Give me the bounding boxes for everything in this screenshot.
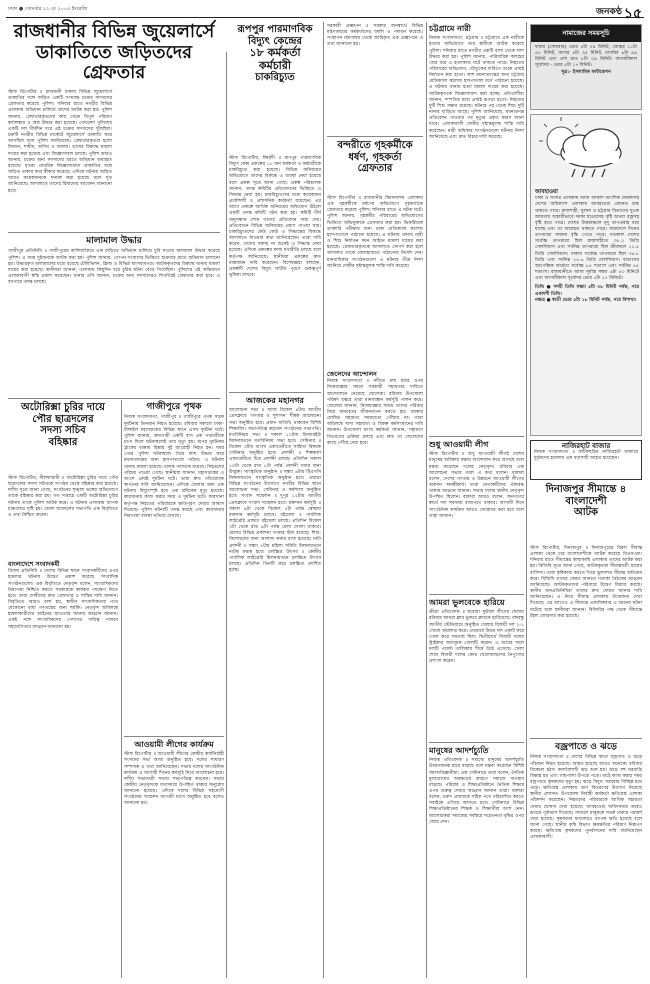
songbad-story (8, 560, 118, 978)
namaz-body: ফজর (সোমবার) ভোর ৪টা ০৯ মিনিট, জোহর ১১টা ৫৮ মিনিট, আসর ৪টা ৩৫ মিনিট, মাগরিব ৬টা ৪৯ মিনিট এবং এশা রাত ৮টা ০৯ মিনিট। আগামীকাল সূর্যোদয় - ভোর ৫টা ১৭ মিনিট। (535, 45, 639, 69)
lead-story-col-2 (116, 90, 220, 230)
weather-body: ঢাকা ও সংলগ্ন এলাকায় আজ আকাশ আংশিক মেঘলাসহ দেশের অধিকাংশ এলাকায় আবহাওয়া প্রধানত শুষ্ক থাকতে পারে। রাজশাহী, খুলনা ও চট্টগ্রাম বিভাগের দুএক জায়গায় অস্থায়ীভাবে দমকা হাওয়াসহ বৃষ্টি অথবা বজ্রসহ বৃষ্টি হতে পারে। দেশের উত্তরাঞ্চলে মৃদু তাপপ্রবাহ বয়ে যাচ্ছে এবং তা অব্যাহত থাকতে পারে। সারাদেশে দিনের তাপমাত্রা সামান্য বৃদ্ধি পেতে পারে। গতকাল দেশের সর্বোচ্চ তাপমাত্রা ছিল রাজশাহীতে ৩৮.২ ডিগ্রি সেলসিয়াস এবং সর্বনিম্ন তাপমাত্রা ছিল শ্রীমঙ্গলে ২১.৫ ডিগ্রি সেলসিয়াস। ঢাকায় সর্বোচ্চ তাপমাত্রা ছিল ৩৪.৮ ডিগ্রি এবং সর্বনিম্ন ২৫.৬ ডিগ্রি সেলসিয়াস। বাতাসের আপেক্ষিক আর্দ্রতা সর্বোচ্চ ৮৫ শতাংশ এবং সর্বনিম্ন ৪৫ শতাংশ। রাজধানীতে আজ সূর্যাস্ত সন্ধ্যা ৬টা ৪৩ মিনিটে এবং আগামীকাল সূর্যোদয় ভোর ৫টা ১৭ মিনিটে। (535, 196, 641, 282)
bandarban-body: স্টাফ রিপোর্টার ॥ রাজধানীর বিমানবন্দর এলাকায় এক গৃহকর্মীকে ধর্ষণের অভিযোগে গৃহকর্তাকে গ্রেফতার করেছে পুলিশ। শনিবার রাতে এ ঘটনা ঘটে। পুলিশ জানায়, গৃহকর্মীর পরিবারের অভিযোগের ভিত্তিতে অভিযুক্তকে গ্রেফতার করা হয়। ভিকটিমকে ডাক্তারি পরীক্ষার জন্য ঢাকা মেডিক্যাল কলেজ হাসপাতালে পাঠানো হয়েছে। এ ঘটনায় থানায় নারী ও শিশু নির্যাতন দমন আইনে মামলা দায়ের করা হয়েছে। গ্রেফতারকৃতকে আদালতে সোপর্দ করা হলে আদালত তাকে জেলহাজতে পাঠানোর নির্দেশ দেন। মানবাধিকার সংগঠনগুলো এ ঘটনার তীব্র নিন্দা জানিয়ে দোষীর দৃষ্টান্তমূলক শাস্তি দাবি করেছে। (327, 196, 425, 269)
dinajpur-headline-2: বাংলাদেশী (565, 495, 607, 507)
awami-body: স্টাফ রিপোর্টার ॥ আওয়ামী লীগের কেন্দ্রীয় কার্যনির্বাহী সংসদের সভা আজ অনুষ্ঠিত হবে। দলের সাধারণ সম্পাদক এ তথ্য জানিয়েছেন। সভায় দলের সাংগঠনিক কার্যক্রম ও আগামী দিনের কর্মসূচি নিয়ে আলোচনা হবে। দলীয় সভানেত্রী সভায় সভাপতিত্ব করবেন। সভায় কেন্দ্রীয় নেতৃবৃন্দকে যথাসময়ে উপস্থিত থাকার অনুরোধ জানানো হয়েছে। এদিকে দলের বিভিন্ন সহযোগী সংগঠনের সম্মেলন আগামী মাসে অনুষ্ঠিত হবে বলেও জানানো হয়। (124, 752, 226, 807)
dinajpur-headline-3: আটক (573, 507, 599, 518)
manusher-headline: মানুষের আদর্শচ্যুতি (429, 745, 489, 755)
manusher-body: নিজস্ব প্রতিবেদক ॥ সমাজে মানুষের আদর্শচ্যুতি উদ্বেগজনক হারে বাড়ছে বলে মন্তব্য করেছেন বিশিষ্ট সমাজবিজ্ঞানীরা। এক সেমিনারে তারা বলেন, নৈতিক মূল্যবোধের অবক্ষয়ের কারণে সমাজে অপরাধ বাড়ছে। পরিবার ও শিক্ষাপ্রতিষ্ঠানে নৈতিক শিক্ষার ওপর গুরুত্ব দেয়ার আহ্বান জানান তারা। বক্তারা বলেন, তরুণ প্রজন্মকে সঠিক পথে পরিচালিত করতে সবাইকে এগিয়ে আসতে হবে। সেমিনারে বিভিন্ন শিক্ষাপ্রতিষ্ঠানের শিক্ষক ও শিক্ষার্থীরা অংশ নেন। আলোচকরা সমাজের সর্বস্তরে সচেতনতা বৃদ্ধির ওপর জোর দেন। (429, 758, 526, 825)
amra-story (429, 598, 524, 738)
masthead (6, 4, 644, 22)
lead-headline-line-1: রাজধানীর বিভিন্ন জুয়েলার্সে (13, 21, 215, 42)
amra-body: ক্রীড়া প্রতিবেদক ॥ ঘরোয়া ফুটবল লীগের খেলায় রবিবার আমরা ক্লাব ভুলবে ক্লাবকে হারিয়েছে। বঙ্গবন্ধু জাতীয় স্টেডিয়ামে অনুষ্ঠিত খেলায় বিজয়ী দল ২-১ গোলে জয়লাভ করে। প্রথমার্ধে উভয় দল একটি করে গোল করে সমতায় ছিল। দ্বিতীয়ার্ধে বিজয়ী দলের স্ট্রাইকার জয়সূচক গোলটি করেন। এ জয়ের ফলে দলটি পয়েন্ট তালিকায় শীর্ষে উঠে এসেছে। খেলা শেষে বিজয়ী দলের কোচ খেলোয়াড়দের নৈপুণ্যের প্রশংসা করেন। (429, 610, 526, 665)
bandarban-headline-1: বন্দরীতে গৃহকর্মীকে (337, 140, 413, 151)
rupnagar-headline-3: ১৮ কর্মকর্তা (249, 46, 301, 59)
songbad-body: বিশেষ প্রতিনিধি ॥ দেশের বিভিন্ন স্থানে সংবাদকর্মীদের ওপর হামলার ঘটনায় উদ্বেগ প্রকাশ করেছে সাংবাদিক সংগঠনগুলো। এক বিবৃতিতে নেতৃবৃন্দ বলেন, সাংবাদিকদের নিরাপত্তা নিশ্চিত করতে সরকারকে কার্যকর পদক্ষেপ নিতে হবে। তারা দোষীদের দ্রুত গ্রেফতার ও শাস্তির দাবি জানান। বিবৃতিতে আরও বলা হয়, স্বাধীন সাংবাদিকতার পথে যেকোনো বাধা গণতন্ত্রের জন্য হুমকি। নেতৃবৃন্দ অবিলম্বে হামলাকারীদের আইনের আওতায় আনার আহ্বান জানান। একই সঙ্গে সাংবাদিকদের পেশাগত দায়িত্ব পালনে সহযোগিতার আহ্বান জানানো হয়। (8, 569, 120, 630)
lead-headline-block (8, 22, 220, 86)
dinajpur-body: স্টাফ রিপোর্টার, দিনাজপুর ॥ দিনাজপুরের বিরল সীমান্ত এলাকা থেকে চার বাংলাদেশীকে আটক করেছে বিএসএফ। শনিবার রাতে সীমান্তের কাছাকাছি এলাকায় তাদের আটক করা হয়। বিজিবি সূত্রে জানা গেছে, আটককৃতরা সীমান্তবর্তী গ্রামের বাসিন্দা। তারা কৃষিকাজ করতে গিয়ে ভুলবশত সীমান্ত অতিক্রম করে। বিজিবি তাদের ফেরত আনতে পতাকা বৈঠকের আহ্বান জানিয়েছে। আটককৃতদের পরিবারে উদ্বেগ বিরাজ করছে। স্থানীয় জনপ্রতিনিধিরা তাদের দ্রুত ফেরত আনার দাবি জানিয়েছেন। এ নিয়ে সীমান্ত এলাকায় উত্তেজনা দেখা দিয়েছে। এর আগেও এ সীমান্তে একাধিকবার এ ধরনের ঘটনা ঘটেছে বলে স্থানীয়রা জানান। বিজিবির পক্ষ থেকে সীমান্তে টহল জোরদার করা হয়েছে। (530, 546, 644, 619)
namaz-title: নামাজের সময়সূচি (531, 25, 641, 42)
malamal-headline: মালামাল উদ্ধার (86, 236, 142, 246)
nazirhat-body: নিজস্ব সংবাদদাতা ॥ ফটিকছড়ির নাজিরহাট বাজারে দুর্বৃত্তদের হামলায় এক ব্যবসায়ী আহত হয়েছেন। (534, 450, 640, 462)
ajker-body: আলোচনা সভা ॥ আজ বিকেল ৪টায় জাতীয় প্রেসক্লাবে 'গণতন্ত্র ও সুশাসন' শীর্ষক আলোচনা সভা অনুষ্ঠিত হবে। প্রধান অতিথি থাকবেন বিশিষ্ট শিক্ষাবিদ। সভাপতিত্ব করবেন সংগঠনের সভাপতি। মতবিনিময় সভা ॥ সকাল ১০টায় ডিআরইউ মিলনায়তনে মতবিনিময় সভা হবে। সেমিনার ॥ বিকেল ৩টায় বাংলা একাডেমীতে সাহিত্য বিষয়ক সেমিনার অনুষ্ঠিত হবে। প্রদর্শনী ॥ শিল্পকলা একাডেমীতে চিত্র প্রদর্শনী চলছে। প্রতিদিন সকাল ১০টা থেকে রাত ৮টা পর্যন্ত প্রদর্শনী সবার জন্য উন্মুক্ত। সাংস্কৃতিক অনুষ্ঠান ॥ সন্ধ্যা ৬টায় টিএসসি মিলনায়তনে সাংস্কৃতিক অনুষ্ঠান হবে। এছাড়া বিভিন্ন সংগঠনের উদ্যোগে নগরীর বিভিন্ন স্থানে আলোচনা সভা, সেমিনার ও কর্মশালা অনুষ্ঠিত হবে। সংবাদ সম্মেলন ॥ দুপুর ১২টায় জাতীয় প্রেসক্লাবে সংবাদ সম্মেলন হবে। রক্তদান কর্মসূচি ॥ সকাল ৯টা থেকে বিকেল ৫টা পর্যন্ত স্বেচ্ছায় রক্তদান কর্মসূচি চলবে। বইমেলা ॥ পাবলিক লাইব্রেরি প্রাঙ্গণে বইমেলা চলছে। প্রতিদিন বিকেল ৩টা থেকে রাত ৯টা পর্যন্ত মেলা খোলা থাকবে। মেলায় বিভিন্ন প্রকাশনা সংস্থার স্টল রয়েছে। শিশু-কিশোরদের জন্য আলাদা কর্নার রাখা হয়েছে। নাট্য প্রদর্শনী ॥ সন্ধ্যা ৭টায় মহিলা সমিতি মিলনায়তনে নাটক মঞ্চস্থ হবে। চলচ্চিত্র উৎসব ॥ কেন্দ্রীয় পাবলিক লাইব্রেরি মিলনায়তনে চলচ্চিত্র উৎসব চলছে। প্রতিদিন তিনটি করে চলচ্চিত্র প্রদর্শিত হচ্ছে। (229, 408, 323, 574)
rupnagar-body: স্টাফ রিপোর্টার, ঈশ্বরদী ॥ রূপপুর পারমাণবিক বিদ্যুৎ কেন্দ্র প্রকল্পের ১৮ জন কর্মকর্তা ও কর্মচারীকে চাকরিচ্যুত করা হয়েছে। বিভিন্ন অনিয়মের অভিযোগে তাদের বিরুদ্ধে এ ব্যবস্থা নেয়া হয়েছে বলে প্রকল্প সূত্রে জানা গেছে। প্রকল্প পরিচালক জানান, তদন্ত কমিটির প্রতিবেদনের ভিত্তিতে এ সিদ্ধান্ত নেয়া হয়। চাকরিচ্যুতদের মধ্যে কয়েকজন প্রকৌশলী ও প্রশাসনিক কর্মকর্তা রয়েছেন। এর আগে প্রকল্পে আর্থিক অনিয়মের অভিযোগ উঠলে একটি তদন্ত কমিটি গঠন করা হয়। কমিটি দীর্ঘ অনুসন্ধান শেষে তাদের প্রতিবেদন জমা দেয়। প্রতিবেদনে বিভিন্ন অনিয়মের প্রমাণ পাওয়া যায়। চাকরিচ্যুতদের কেউ কেউ এ সিদ্ধান্তের বিরুদ্ধে আদালতে যাওয়ার কথা জানিয়েছেন। তারা দাবি করেন, তাদের বক্তব্য না শুনেই এ সিদ্ধান্ত নেয়া হয়েছে। এদিকে প্রকল্পের কাজ যথারীতি চলছে বলে কর্তৃপক্ষ জানিয়েছে। স্থানীয়রা প্রকল্পের দ্রুত বাস্তবায়ন দাবি করেছেন। বিশেষজ্ঞরা বলছেন, প্রকল্পটি দেশের বিদ্যুৎ ঘাটতি পূরণে গুরুত্বপূর্ণ ভূমিকা রাখবে। (229, 156, 323, 278)
namaz-source: সূত্র:- ইসলামিক ফাউন্ডেশন (561, 69, 611, 75)
lead-headline-line-3: গ্রেফতার (82, 62, 146, 84)
issue-date: ঢাকা ● সোমবার ১২ মে ২০০৩ ইংরেজি (8, 6, 88, 12)
weather-box (530, 114, 642, 436)
page-number: ১৫ (623, 6, 642, 22)
songbad-headline: বাংলাদেশে সংবাদকর্মী (8, 561, 60, 568)
rupnagar-headline-5: চাকরিচ্যুত (255, 72, 295, 84)
shudhu-story (429, 440, 524, 590)
nazirhat-box (530, 440, 642, 480)
weather-tithi: তিথি ● দশমী তিথি সন্ধ্যা ৫টা ৩৮ মিনিট পর্যন্ত, পরে একাদশী তিথি। (535, 285, 641, 297)
bajrapat-headline: বজ্রপাতে ও ঝড়ে (555, 742, 617, 752)
column-3-top-text: সরকারী প্রজ্ঞাপন ॥ সরকার জনস্বার্থে বিভিন্ন মন্ত্রণালয়ের কর্মকর্তাদের বদলি ও পদায়ন করেছে। সংস্থাপন মন্ত্রণালয় থেকে জারিকৃত এক প্রজ্ঞাপনে এ তথ্য জানানো হয়। (327, 24, 425, 48)
rupnagar-headline-4: কর্মচারী (258, 58, 292, 72)
autorickshaw-headline-1: অটোরিক্সা চুরির দায়ে (21, 402, 105, 413)
lead-story-col-1: স্টাফ রিপোর্টার ॥ রাজধানী ঢাকায় বিভিন্ন জুয়েলার্সে ডাকাতির সঙ্গে জড়িত একটি সংঘবদ্ধ চক্রের সদস্যদের গ্রেফতার করেছে পুলিশ। শনিবার রাতে নগরীর বিভিন্ন এলাকায় অভিযান চালিয়ে তাদের আটক করা হয়। পুলিশ জানায়, গ্রেফতারকৃতদের কাছ থেকে বিপুল পরিমাণ স্বর্ণালঙ্কার ও অস্ত্র উদ্ধার করা হয়েছে। গোয়েন্দা পুলিশের একটি দল দীর্ঘদিন ধরে এই চক্রের সদস্যদের খুঁজছিল। চক্রটি নগরীর বিভিন্ন মার্কেটে জুয়েলার্সে ডাকাতি করে আসছিল বলে পুলিশ জানিয়েছে। গ্রেফতারকৃতরা হলো মিজান, শামীম, জসিম ও আলম। তাদের বিরুদ্ধে মামলা দায়ের করা হয়েছে এবং জিজ্ঞাসাবাদ চলছে। পুলিশ আরও জানায়, চক্রের অন্য সদস্যদের ধরতে অভিযান অব্যাহত রয়েছে। ধৃতরা প্রাথমিক জিজ্ঞাসাবাদে ডাকাতির সঙ্গে জড়িত থাকার কথা স্বীকার করেছে। এদিকে ঘটনায় জড়িত আরও কয়েকজনকে শনাক্ত করা হয়েছে বলে সূত্র জানিয়েছে। আদালতে তাদের রিমান্ডের আবেদন জানানো হবে। (8, 90, 114, 194)
jeler-headline: জেলেদের আন্দোলন (327, 371, 377, 378)
rupnagar-headline-block (229, 24, 321, 152)
weather-title: আবহাওয়া (535, 189, 558, 195)
gazipur-headline: গাজীপুরে পৃথক (146, 402, 202, 412)
malamal-body: গাজীপুর প্রতিনিধি ॥ গাজীপুরের কালিয়াকৈরে এক বাড়িতে অভিযান চালিয়ে চুরি যাওয়া মালামাল উদ্ধার করেছে পুলিশ। এ সময় দুইজনকে আটক করা হয়। পুলিশ জানায়, গোপন সংবাদের ভিত্তিতে শুক্রবার রাতে অভিযান চালানো হয়। উদ্ধারকৃত মালামালের মধ্যে রয়েছে টেলিভিশন, ফ্রিজ ও বিভিন্ন আসবাবপত্র। আটককৃতদের বিরুদ্ধে থানায় মামলা দায়ের করা হয়েছে। স্থানীয়রা জানান, এলাকায় কিছুদিন ধরে চুরির ঘটনা বেড়ে গিয়েছিল। পুলিশের এই অভিযানে এলাকাবাসী স্বস্তি প্রকাশ করেছেন। থানার ওসি জানান, চক্রের অন্য সদস্যদেরও শিগগিরই গ্রেফতার করা হবে। এ ব্যাপারে তদন্ত চলছে। (8, 249, 222, 286)
shudhu-headline: শুধু আওয়ামী লীগ (429, 439, 489, 449)
bandarban-headline-2: ধর্ষণ, গৃহকর্তা (348, 151, 402, 163)
ajker-mohanagar (229, 396, 321, 978)
nazirhat-title: নাজিরহাট বাজার (561, 441, 611, 450)
chattogram-body: নিজস্ব সংবাদদাতা, চট্টগ্রাম ॥ চট্টগ্রামে এক নারীকে হত্যার অভিযোগে তার স্বামীকে আটক করেছে পুলিশ। শনিবার রাতে নগরীর একটি বাসা থেকে লাশ উদ্ধার করা হয়। পুলিশ জানায়, পারিবারিক কলহের জের ধরে এ হত্যাকাণ্ড ঘটে থাকতে পারে। নিহতের পরিবারের অভিযোগ, যৌতুকের দাবিতে তাকে প্রায়ই নির্যাতন করা হতো। লাশ ময়নাতদন্তের জন্য চট্টগ্রাম মেডিক্যাল কলেজ হাসপাতাল মর্গে পাঠানো হয়েছে। এ ঘটনায় থানায় হত্যা মামলা দায়ের করা হয়েছে। আটককৃতকে জিজ্ঞাসাবাদ করা হচ্ছে। প্রতিবেশীরা জানান, দম্পতির মধ্যে প্রায়ই ঝগড়া হতো। নিহতের দুটি শিশু সন্তান রয়েছে। ঘটনার পর থেকে শিশু দুটি নানার বাড়িতে আছে। পুলিশ জানিয়েছে, ময়নাতদন্ত প্রতিবেদন পাওয়ার পর মৃত্যুর প্রকৃত কারণ জানা যাবে। এলাকাবাসী দোষীর দৃষ্টান্তমূলক শাস্তি দাবি করেছেন। নারী অধিকার সংগঠনগুলো ঘটনার নিন্দা জানিয়েছে এবং দ্রুত বিচার দাবি করেছে। (429, 36, 526, 140)
gazipur-story (124, 402, 224, 732)
bajrapat-body: নিজস্ব সংবাদদাতা ॥ দেশের বিভিন্ন স্থানে বজ্রপাত ও ঝড়ে পাঁচজন নিহত হয়েছে। আহত হয়েছে আরও অনেকে। রবিবার বিকেলে হঠাৎ কালবৈশাখী ঝড় শুরু হয়। ঝড়ে বহু ঘরবাড়ি বিধ্বস্ত হয় এবং গাছপালা উপড়ে পড়ে। মাঠে কাজ করার সময় বজ্রপাতে কৃষকদের মৃত্যু হয়। ঝড়ে বিদ্যুৎ সরবরাহ বিচ্ছিন্ন হয়ে পড়ে। ক্ষতিগ্রস্ত এলাকায় ত্রাণ বিতরণের উদ্যোগ নিয়েছে স্থানীয় প্রশাসন। উপজেলা নির্বাহী কর্মকর্তা ক্ষতিগ্রস্ত এলাকা পরিদর্শন করেছেন। নিহতদের পরিবারকে আর্থিক সহায়তা দেয়ার ঘোষণা দেয়া হয়েছে। আবহাওয়া অধিদফতর আরও ঝড়ের পূর্বাভাস দিয়েছে। সাধারণ মানুষকে সতর্ক থাকার পরামর্শ দেয়া হয়েছে। কৃষকদের ফসলেরও ব্যাপক ক্ষতি হয়েছে বলে জানা গেছে। স্থানীয় কৃষি বিভাগ ক্ষয়ক্ষতির পরিমাণ নিরূপণ করছে। ক্ষতিগ্রস্ত কৃষকদের পুনর্বাসনের দাবি জানিয়েছেন এলাকাবাসী। (530, 755, 644, 841)
autorickshaw-headline-block (8, 402, 118, 472)
bandarban-headline-block (327, 140, 423, 192)
weather-nakshatra: নক্ষত্র ● স্বাতী ভোর ৫টা ১৮ মিনিট পর্যন্ত, পরে বিশাখা। (535, 297, 637, 303)
chattogram-story (429, 24, 524, 324)
jeler-body: নিজস্ব সংবাদদাতা ॥ নদীতে মাছ ধরার ওপর নিষেধাজ্ঞার সময়ে সরকারী সহায়তার দাবিতে আন্দোলনে নেমেছে জেলেরা। রবিবার উপজেলা পরিষদ চত্বরে তারা মানববন্ধন কর্মসূচি পালন করে। জেলেরা জানান, নিষেধাজ্ঞার সময়ে তাদের পরিবার নিয়ে মানবেতর জীবনযাপন করতে হয়। সরকার ঘোষিত সহায়তা সময়মতো পৌঁছায় না। তারা অবিলম্বে খাদ্য সহায়তা ও বিকল্প কর্মসংস্থানের দাবি জানান। উপজেলা মৎস্য কর্মকর্তা জানান, সহায়তা বিতরণের প্রক্রিয়া চলছে এবং দ্রুত তা জেলেদের কাছে পৌঁছে দেয়া হবে। (327, 379, 425, 446)
manusher-story (429, 746, 524, 978)
autorickshaw-headline-2: পৌর ছাত্রদলের (32, 413, 94, 425)
shudhu-body: স্টাফ রিপোর্টার ॥ শুধু আওয়ামী লীগই দেশের মানুষের অধিকার রক্ষায় আন্দোলন করে আসছে বলে মন্তব্য করেছেন দলের নেতৃবৃন্দ। রবিবার এক আলোচনা সভায় তারা এ কথা বলেন। বক্তারা বলেন, দেশের গণতন্ত্র ও উন্নয়নে আওয়ামী লীগের অবদান অনস্বীকার্য। তারা নেতাকর্মীদের ঐক্যবদ্ধ থাকার আহ্বান জানান। সভায় দলের স্থানীয় নেতৃবৃন্দ উপস্থিত ছিলেন। বক্তারা আরও বলেন, জনগণের স্বার্থে দল সবসময় রাজপথে থাকবে। আগামী দিনে সাংগঠনিক কার্যক্রম আরও জোরদার করা হবে বলে তারা জানান। (429, 452, 526, 519)
rupnagar-headline-2: বিদ্যুৎ কেন্দ্রের (247, 35, 303, 47)
rupnagar-headline-1: রূপপুর পারমাণবিক (237, 24, 313, 35)
ajker-headline: আজকের মহানগর (246, 395, 304, 405)
chattogram-headline: চট্টগ্রামে নারী (429, 23, 471, 33)
autorickshaw-headline-4: বহিষ্কার (48, 436, 78, 448)
namaz-box (530, 24, 642, 110)
awami-story (124, 740, 224, 978)
amra-headline: আমরা ভুলবেকে হারিয়ে (429, 597, 505, 607)
awami-headline: আওয়ামী লীগের কার্যক্রম (134, 739, 214, 749)
dinajpur-headline-1: দিনাজপুর সীমান্তে ৪ (545, 484, 627, 495)
dinajpur-headline-block (530, 484, 642, 542)
lead-headline-line-2: ডাকাতিতে জড়িতদের (35, 41, 193, 63)
weather-cloud-icon (531, 115, 643, 185)
paper-name: জনকণ্ঠ (596, 7, 622, 17)
bandarban-headline-3: গ্রেফতার (357, 163, 393, 174)
autorickshaw-body: স্টাফ রিপোর্টার, নীলফামারী ॥ অটোরিক্সা চুরির দায়ে পৌর ছাত্রদলের সদস্য সচিবকে সংগঠন থেকে বহিষ্কার করা হয়েছে। দলীয় সূত্রে জানা গেছে, সংগঠনের শৃঙ্খলা ভঙ্গের অভিযোগে তাকে বহিষ্কার করা হয়। গত সপ্তাহে একটি অটোরিক্সা চুরির ঘটনায় তাকে পুলিশ আটক করে। এ ঘটনায় এলাকায় ব্যাপক চাঞ্চল্যের সৃষ্টি হয়। জেলা ছাত্রদলের সভাপতি এক বিবৃতিতে এ তথ্য নিশ্চিত করেন। (8, 476, 120, 518)
gazipur-body: নিজস্ব সংবাদদাতা, গাজীপুর ॥ গাজীপুরে পৃথক সড়ক দুর্ঘটনায় তিনজন নিহত হয়েছে। রবিবার সকালে ঢাকা-টাঙ্গাইল মহাসড়কের বিভিন্ন স্থানে এসব দুর্ঘটনা ঘটে। পুলিশ জানায়, দ্রুতগামী একটি বাস এক পথচারীকে চাপা দিলে ঘটনাস্থলেই তার মৃত্যু হয়। অপর দুর্ঘটনায় ট্রাকের ধাক্কায় রিক্সার দুই আরোহী নিহত হন। খবর পেয়ে পুলিশ ঘটনাস্থলে গিয়ে লাশ উদ্ধার করে ময়নাতদন্তের জন্য হাসপাতালে পাঠায়। এ ঘটনায় থানায় মামলা হয়েছে। চালক পলাতক রয়েছে। নিহতদের পরিচয় পাওয়া গেছে। স্থানীয়রা জানান, মহাসড়কের এ অংশে প্রায়ই দুর্ঘটনা ঘটে। তারা দ্রুত গতিরোধক স্থাপনের দাবি জানিয়েছেন। এদিকে জেলার অন্য এক ঘটনায় বিদ্যুৎস্পৃষ্ট হয়ে এক শ্রমিকের মৃত্যু হয়েছে। কারখানায় কাজ করার সময় এ দুর্ঘটনা ঘটে। কারখানা কর্তৃপক্ষ নিহতের পরিবারকে ক্ষতিপূরণ দেয়ার আশ্বাস দিয়েছে। পুলিশ ঘটনাটি তদন্ত করছে এবং কারখানার নিরাপত্তা ব্যবস্থা খতিয়ে দেখছে। (124, 415, 226, 519)
autorickshaw-headline-3: সদস্য সচিব (40, 425, 86, 436)
bajrapat-story (530, 742, 642, 978)
jeler-story (327, 370, 423, 978)
malamal-story (8, 236, 220, 386)
